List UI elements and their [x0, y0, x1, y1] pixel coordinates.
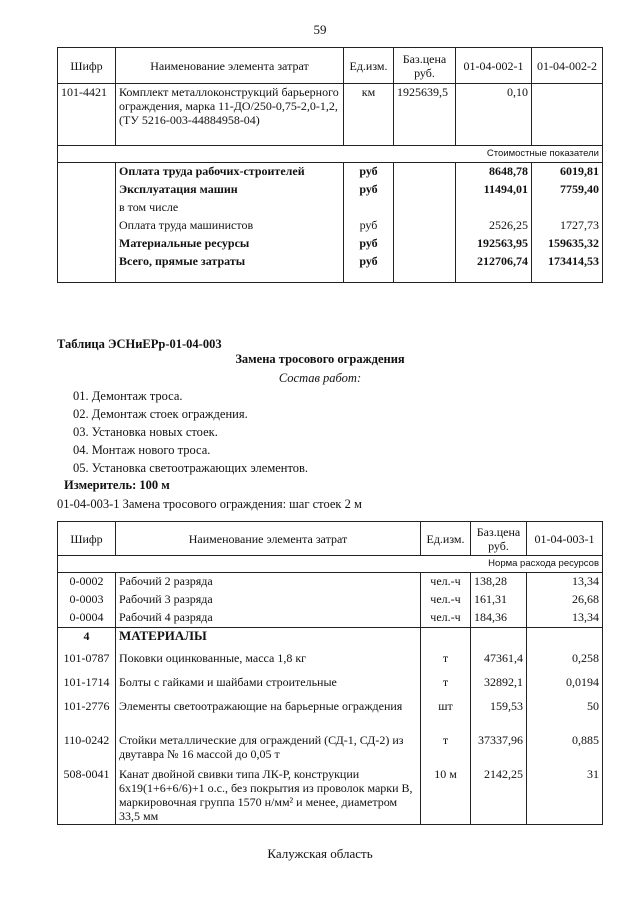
header-code: Шифр: [58, 522, 116, 556]
item-value-2: [532, 84, 603, 146]
rate-code-line: 01-04-003-1 Замена тросового ограждения: шаг стоек 2 м: [57, 497, 362, 511]
resource-norm-label: Норма расхода ресурсов: [58, 556, 603, 573]
material-unit: т: [421, 674, 471, 698]
worker-name: Рабочий 3 разряда: [116, 591, 421, 609]
cost-row-value-2: 173414,53: [532, 253, 603, 283]
worker-unit: чел.-ч: [421, 591, 471, 609]
cost-row-name: Материальные ресурсы: [116, 235, 344, 253]
header-col-1: 01-04-002-1: [456, 48, 532, 84]
item-unit: км: [344, 84, 394, 146]
material-unit: 10 м: [421, 766, 471, 825]
material-code: 101-1714: [58, 674, 116, 698]
work-item: 02. Демонтаж стоек ограждения.: [73, 407, 248, 421]
material-unit: шт: [421, 698, 471, 732]
header-col-1: 01-04-003-1: [527, 522, 603, 556]
work-item: 03. Установка новых стоек.: [73, 425, 218, 439]
material-price: 37337,96: [471, 732, 527, 766]
header-name: Наименование элемента затрат: [116, 48, 344, 84]
cost-row-value-1: 212706,74: [456, 253, 532, 283]
header-price: Баз.цена руб.: [394, 48, 456, 84]
worker-unit: чел.-ч: [421, 573, 471, 591]
worker-price: 138,28: [471, 573, 527, 591]
material-price: 2142,25: [471, 766, 527, 825]
material-code: 101-2776: [58, 698, 116, 732]
worker-value: 13,34: [527, 609, 603, 628]
worker-value: 26,68: [527, 591, 603, 609]
worker-unit: чел.-ч: [421, 609, 471, 628]
worker-name: Рабочий 4 разряда: [116, 609, 421, 628]
worker-price: 184,36: [471, 609, 527, 628]
cost-row-name: Эксплуатация машин: [116, 181, 344, 199]
page-number: 59: [313, 22, 327, 37]
work-item: 04. Монтаж нового троса.: [73, 443, 211, 457]
table-caption: Таблица ЭСНиЕРр-01-04-003: [57, 337, 222, 351]
header-unit: Ед.изм.: [344, 48, 394, 84]
material-value: 0,0194: [527, 674, 603, 698]
cost-row-value-1: 8648,78: [456, 163, 532, 181]
cost-row-unit: руб: [344, 181, 394, 199]
worker-price: 161,31: [471, 591, 527, 609]
cost-row-unit: руб: [344, 253, 394, 283]
material-price: 32892,1: [471, 674, 527, 698]
material-code: 110-0242: [58, 732, 116, 766]
cost-row-value-1: 11494,01: [456, 181, 532, 199]
material-unit: т: [421, 650, 471, 674]
item-name: Комплект металлоконструкций барьерного ограждения, марка 11-ДО/250-0,75-2,0-1,2, (ТУ 5216-003-44884958-04): [116, 84, 344, 146]
cost-row-name: в том числе: [116, 199, 344, 217]
section-code: 4: [58, 628, 116, 650]
cost-row-value-2: 6019,81: [532, 163, 603, 181]
material-name: Поковки оцинкованные, масса 1,8 кг: [116, 650, 421, 674]
cost-row-value-1: 192563,95: [456, 235, 532, 253]
cost-table-01-04-002: [57, 47, 603, 283]
measurement-unit: Измеритель: 100 м: [64, 478, 170, 492]
cost-row-value-2: 1727,73: [532, 217, 603, 235]
cost-row-name: Оплата труда машинистов: [116, 217, 344, 235]
cost-row-name: Оплата труда рабочих-строителей: [116, 163, 344, 181]
material-price: 159,53: [471, 698, 527, 732]
material-code: 508-0041: [58, 766, 116, 825]
material-price: 47361,4: [471, 650, 527, 674]
worker-code: 0-0002: [58, 573, 116, 591]
cost-row-unit: руб: [344, 163, 394, 181]
material-name: Стойки металлические для ограждений (СД-1, СД-2) из двутавра № 16 массой до 0,05 т: [116, 732, 421, 766]
cost-row-unit: руб: [344, 217, 394, 235]
header-price: Баз.цена руб.: [471, 522, 527, 556]
worker-value: 13,34: [527, 573, 603, 591]
works-title: Состав работ:: [278, 371, 362, 385]
header-col-2: 01-04-002-2: [532, 48, 603, 84]
resource-table-01-04-003: [57, 521, 603, 825]
material-unit: т: [421, 732, 471, 766]
cost-row-unit: руб: [344, 235, 394, 253]
worker-code: 0-0003: [58, 591, 116, 609]
material-value: 50: [527, 698, 603, 732]
section-name: МАТЕРИАЛЫ: [116, 628, 421, 650]
work-item: 05. Установка светоотражающих элементов.: [73, 461, 309, 475]
material-value: 0,258: [527, 650, 603, 674]
material-value: 31: [527, 766, 603, 825]
work-item: 01. Демонтаж троса.: [73, 389, 183, 403]
cost-row-value-2: 7759,40: [532, 181, 603, 199]
worker-name: Рабочий 2 разряда: [116, 573, 421, 591]
material-name: Элементы светоотражающие на барьерные ограждения: [116, 698, 421, 732]
cost-row-value-1: 2526,25: [456, 217, 532, 235]
cost-row-value-2: 159635,32: [532, 235, 603, 253]
region-footer: Калужская область: [267, 846, 373, 861]
item-price: 1925639,5: [394, 84, 456, 146]
cost-row-name: Всего, прямые затраты: [116, 253, 344, 283]
item-value-1: 0,10: [456, 84, 532, 146]
worker-code: 0-0004: [58, 609, 116, 628]
material-value: 0,885: [527, 732, 603, 766]
cost-indicators-label: Стоимостные показатели: [58, 146, 603, 163]
material-code: 101-0787: [58, 650, 116, 674]
header-code: Шифр: [58, 48, 116, 84]
material-name: Болты с гайками и шайбами строительные: [116, 674, 421, 698]
header-name: Наименование элемента затрат: [116, 522, 421, 556]
item-code: 101-4421: [58, 84, 116, 146]
table-title: Замена тросового ограждения: [235, 352, 405, 366]
material-name: Канат двойной свивки типа ЛК-Р, конструкции 6х19(1+6+6/6)+1 о.с., без покрытия из проволок марки В, маркировочная группа 1570 н/мм² и менее, диаметром 33,5 мм: [116, 766, 421, 825]
header-unit: Ед.изм.: [421, 522, 471, 556]
